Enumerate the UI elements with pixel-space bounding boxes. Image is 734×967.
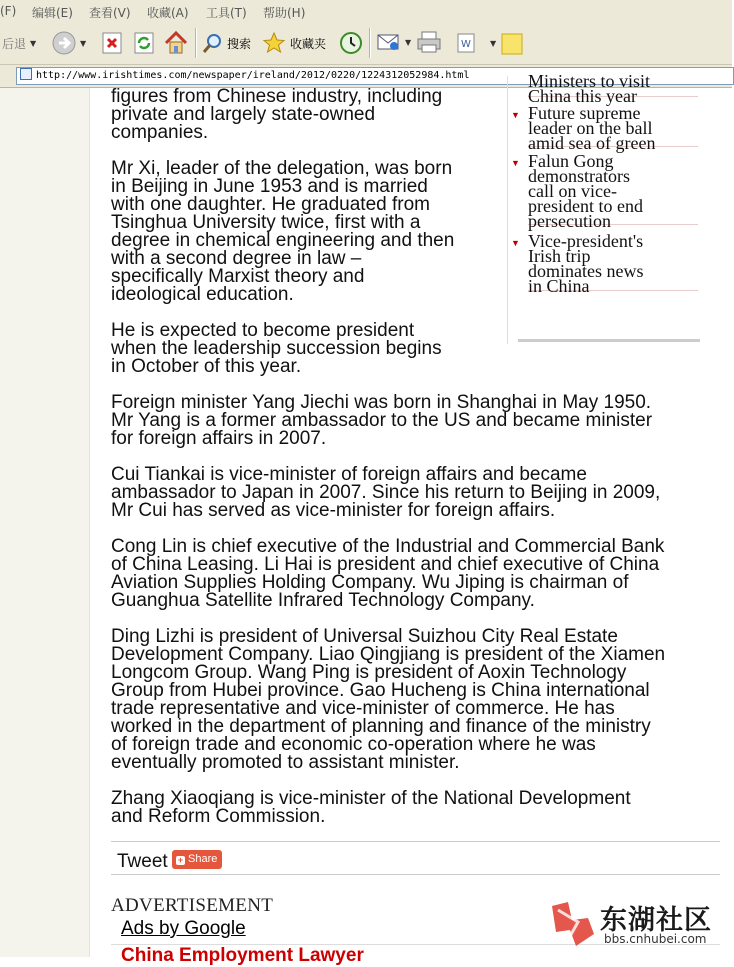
edit-dropdown-icon[interactable]: ▼ (490, 38, 497, 48)
svg-text:W: W (461, 39, 471, 50)
menu-tools[interactable]: 工具(T) (206, 6, 247, 20)
address-url: http://www.irishtimes.com/newspaper/ireland/2012/0220/1224312052984.html (36, 70, 470, 81)
article-paragraph: figures from Chinese industry, including private and largely state-owned companies. (111, 86, 443, 143)
print-icon (416, 30, 442, 54)
star-icon (262, 31, 286, 55)
back-dropdown-icon[interactable]: ▼ (30, 39, 37, 48)
notes-button[interactable] (500, 32, 524, 56)
article-paragraph: He is expected to become president when the leadership succession begins in October of this year. (111, 320, 442, 377)
share-label: Share (188, 853, 218, 865)
related-story-link[interactable]: ▼ Vice-president's Irish trip dominates news in China (528, 234, 698, 291)
print-button[interactable] (416, 30, 442, 54)
related-stories-sidebar (507, 71, 716, 344)
related-story-link[interactable]: Ministers to visit China this year (528, 74, 698, 97)
menu-bar (0, 0, 732, 23)
stop-icon (102, 32, 122, 54)
article-paragraph: Ding Lizhi is president of Universal Suizhou City Real Estate Development Company. Liao Qingjiang is president of the Xiamen Longcom Group. Wang Ping is president of Aoxin Technology Group from Hubei province. Gao Hucheng is China international trade representative and vice-minister of commerce. He has worked in the department of planning and finance of the ministry of foreign trade and economic co-operation where he was eventually promoted to assistant minister. (111, 626, 666, 773)
bullet-icon: ▼ (511, 238, 520, 248)
refresh-icon (134, 32, 154, 54)
advertisement-heading: ADVERTISEMENT (111, 895, 274, 916)
back-button[interactable] (2, 35, 36, 52)
back-label: 后退 (2, 37, 27, 51)
page-icon (20, 68, 32, 80)
article-paragraph: Mr Xi, leader of the delegation, was born in Beijing in June 1953 and is married with one daughter. He graduated from Tsinghua University twice, first with a degree in chemical engineering and then with a second degree in law – specifically Marxist theory and ideological education. (111, 158, 455, 305)
article-paragraph: Zhang Xiaoqiang is vice-minister of the National Development and Reform Commission. (111, 788, 631, 827)
mail-dropdown-icon[interactable]: ▼ (405, 37, 412, 47)
left-margin (0, 88, 90, 957)
search-button[interactable] (201, 32, 251, 54)
home-button[interactable] (163, 30, 189, 56)
search-icon (201, 32, 223, 54)
edit-document-icon (456, 32, 478, 54)
related-story-link[interactable]: ▼ Falun Gong demonstrators call on vice- president to end persecution (528, 154, 698, 225)
divider (111, 874, 720, 875)
bullet-icon: ▼ (511, 110, 520, 120)
mail-icon (377, 32, 401, 52)
article-paragraph: Cui Tiankai is vice-minister of foreign affairs and became ambassador to Japan in 2007. Since his return to Beijing in 2009, Mr Cui has served as vice-minister for foreign affairs. (111, 464, 661, 521)
watermark-url: bbs.cnhubei.com (604, 932, 707, 946)
menu-favorites[interactable]: 收藏(A) (147, 6, 189, 20)
tweet-button[interactable]: Tweet (117, 851, 168, 872)
history-button[interactable] (339, 31, 363, 55)
favorites-button[interactable] (262, 31, 326, 55)
article-paragraph: Foreign minister Yang Jiechi was born in Shanghai in May 1950. Mr Yang is a former ambassador to the US and became minister for foreign affairs in 2007. (111, 392, 653, 449)
ad-title-link[interactable]: China Employment Lawyer (121, 945, 364, 966)
watermark-brand: 东湖社区 (600, 905, 712, 936)
share-button[interactable] (172, 850, 222, 869)
edit-button[interactable] (456, 32, 496, 54)
forward-arrow-icon (52, 31, 76, 55)
article-body-bottom (111, 394, 723, 826)
article-body-top (111, 88, 501, 376)
toolbar (0, 22, 732, 65)
bullet-icon: ▼ (511, 158, 520, 168)
ads-by-google-link[interactable]: Ads by Google (121, 918, 246, 939)
sidebar-divider (518, 339, 700, 342)
watermark-logo-icon (548, 900, 598, 950)
home-icon (163, 30, 189, 56)
menu-edit[interactable]: 编辑(E) (32, 6, 73, 20)
mail-button[interactable] (377, 32, 411, 52)
menu-help[interactable]: 帮助(H) (263, 6, 306, 20)
favorites-label: 收藏夹 (290, 36, 327, 51)
history-icon (339, 31, 363, 55)
site-watermark (548, 896, 728, 952)
forward-button[interactable] (52, 31, 86, 55)
menu-file[interactable]: (F) (0, 4, 17, 18)
divider (111, 841, 720, 842)
sticky-note-icon (500, 32, 524, 56)
stop-button[interactable] (102, 32, 122, 54)
menu-view[interactable]: 查看(V) (89, 6, 131, 20)
search-label: 搜索 (227, 36, 252, 51)
refresh-button[interactable] (134, 32, 154, 54)
forward-dropdown-icon[interactable]: ▼ (80, 38, 87, 48)
plus-icon: + (177, 855, 184, 865)
related-story-link[interactable]: ▼ Future supreme leader on the ball amid sea of green (528, 106, 698, 147)
article-paragraph: Cong Lin is chief executive of the Industrial and Commercial Bank of China Leasing. Li Hai is president and chief executive of China Aviation Supplies Holding Company. Wu Jiping is chairman of Guanghua Satellite Infrared Technology Company. (111, 536, 665, 611)
